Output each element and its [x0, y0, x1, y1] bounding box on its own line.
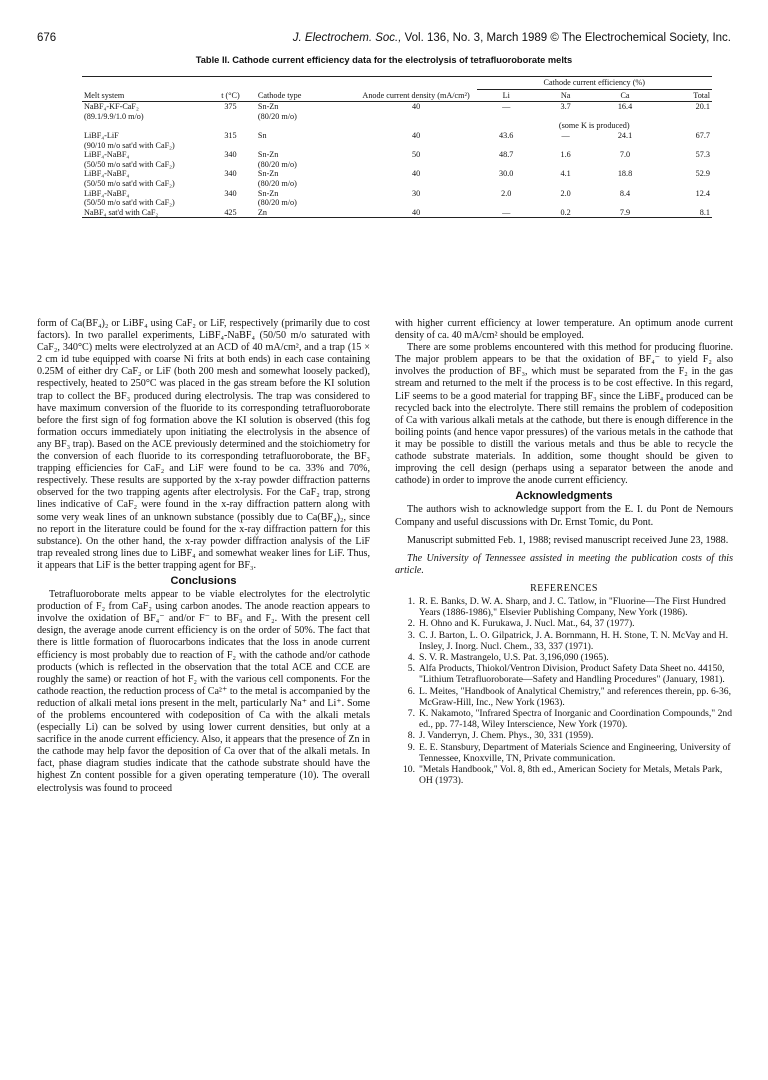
- acknowledgments-heading: Acknowledgments: [515, 490, 613, 503]
- cell-melt-line: NaBF₄ sat'd with CaF₂: [84, 207, 159, 217]
- body-paragraph: There are some problems encountered with this method for producing fluorine. The major problem appears to be that the oxidation of BF₄⁻ to yield F₂ also involves the production of BF₃, which must be separated from the F₂ in the gas stream and returned to the melt if the process is to be cost effective. In this regard, LiF seems to be a good material for trapping BF₃ since the LiBF₄ produced can be recycled back into the electrolyte. There still remains the problem of codeposition of Ca with various alkali metals at the cathode, but there is enough difference in the boiling points (and hence vapor pressures) of the various metals in the cathode that it may be possible to distill the various metals and thus be able to recycle the cathode substrate materials. In addition, some thought should be given to improving the cell design (perhaps using a separator between the anode and cathode) in order to improve the anode current efficiency.: [395, 342, 733, 487]
- reference-item: [395, 652, 733, 663]
- cell-na: [536, 208, 595, 218]
- reference-list: [395, 596, 733, 786]
- reference-number: 1.: [407, 595, 415, 607]
- reference-number: 8.: [407, 730, 415, 742]
- cell-temp-line: 375: [224, 102, 237, 112]
- cell-acd: [356, 208, 477, 218]
- funding-note: The University of Tennessee assisted in meeting the publication costs of this article.: [395, 552, 733, 576]
- cell-melt: [82, 189, 205, 208]
- reference-item: [395, 663, 733, 685]
- header-ca: Ca: [620, 90, 630, 100]
- table-caption: Table II. Cathode current efficiency data for the electrolysis of tetrafluoroborate melts: [195, 55, 573, 65]
- reference-number: 6.: [407, 685, 415, 697]
- acknowledgment-text: The authors wish to acknowledge support from the E. I. du Pont de Nemours Company and useful discussions with Dr. Ernst Tomic, du Pont.: [395, 504, 733, 528]
- cell-na: [536, 189, 595, 208]
- cell-cathode-line: Sn-Zn: [257, 150, 279, 160]
- table-column-header: [82, 89, 712, 102]
- cell-total: [655, 150, 712, 169]
- cell-temp-line: 425: [224, 207, 237, 217]
- cell-li: [477, 189, 536, 208]
- cell-total: [655, 102, 712, 122]
- cell-temp-line: 315: [224, 130, 237, 140]
- cell-temp: [205, 150, 256, 169]
- cell-ca: [595, 102, 654, 122]
- reference-number: 9.: [407, 741, 415, 753]
- cell-ca-line: 7.9: [619, 207, 631, 217]
- cell-melt-line: (90/10 m/o sat'd with CaF₂): [84, 140, 175, 150]
- cell-total-line: 57.3: [695, 150, 710, 160]
- cell-cathode-line: Sn-Zn: [257, 169, 279, 179]
- cell-cathode-line: Sn: [257, 130, 267, 140]
- cell-li-line: 43.6: [499, 130, 514, 140]
- reference-item: [395, 742, 733, 764]
- cell-cathode-line: (80/20 m/o): [257, 159, 297, 169]
- cell-li: [477, 150, 536, 169]
- cell-acd-line: 50: [411, 150, 421, 160]
- reference-text: J. Vanderryn, J. Chem. Phys., 30, 331 (1959).: [419, 730, 594, 742]
- cell-total-line: 20.1: [695, 102, 710, 112]
- cell-melt: [82, 208, 205, 218]
- cell-na: [536, 102, 595, 122]
- cell-ca: [595, 150, 654, 169]
- reference-number: 3.: [407, 629, 415, 641]
- header-total: Total: [693, 90, 710, 100]
- reference-text: L. Meites, "Handbook of Analytical Chemistry," and references therein, pp. 6-36, McGraw-Hill, Inc., New York (1963).: [419, 685, 731, 708]
- cell-ca-line: 16.4: [617, 102, 633, 112]
- cell-temp: [205, 131, 256, 150]
- reference-item: [395, 708, 733, 730]
- cell-temp-line: 340: [224, 150, 237, 160]
- reference-text: E. E. Stansbury, Department of Materials Science and Engineering, University of Tennessee, Knoxville, TN, Private communication.: [419, 741, 731, 764]
- cell-temp-line: 340: [224, 188, 237, 198]
- header-li: Li: [502, 90, 510, 100]
- cell-melt-line: (50/50 m/o sat'd with CaF₂): [84, 198, 175, 208]
- reference-text: K. Nakamoto, "Infrared Spectra of Inorganic and Coordination Compounds," 2nd ed., pp. 77-148, Wiley Interscience, New York (1970).: [419, 708, 732, 731]
- cell-ca: [595, 131, 654, 150]
- cell-acd-line: 40: [411, 130, 421, 140]
- cell-na-line: 1.6: [560, 150, 571, 160]
- table-row: [82, 169, 712, 188]
- page-number: 676: [37, 32, 57, 44]
- cell-temp: [205, 189, 256, 208]
- journal-citation: Vol. 136, No. 3, March 1989 © The Electrochemical Society, Inc.: [404, 32, 731, 44]
- cell-cathode-line: Sn-Zn: [257, 102, 279, 112]
- table-row-note: (some K is produced): [558, 121, 630, 131]
- cell-melt-line: (89.1/9.9/1.0 m/o): [84, 111, 144, 121]
- cell-na: [536, 131, 595, 150]
- reference-number: 5.: [407, 663, 415, 675]
- cell-ca-line: 7.0: [619, 150, 631, 160]
- cell-li-line: 2.0: [501, 188, 512, 198]
- cell-acd-line: 40: [411, 207, 421, 217]
- table-row: [82, 189, 712, 208]
- cell-acd: [356, 150, 477, 169]
- cell-acd: [356, 102, 477, 122]
- cell-li: [477, 131, 536, 150]
- cell-total: [655, 189, 712, 208]
- cell-total: [655, 131, 712, 150]
- cell-cathode: [256, 208, 356, 218]
- cell-acd-line: 40: [411, 169, 421, 179]
- reference-item: [395, 730, 733, 741]
- cell-li-line: —: [502, 207, 511, 217]
- reference-text: R. E. Banks, D. W. A. Sharp, and J. C. Tatlow, in "Fluorine—The First Hundred Years (1886-1986)," Elsevier Publishing Company, New York (1986).: [419, 595, 726, 619]
- right-column: [395, 318, 733, 786]
- reference-item: [395, 618, 733, 629]
- cell-temp: [205, 169, 256, 188]
- cell-ca-line: 24.1: [617, 130, 633, 140]
- cell-cathode-line: (80/20 m/o): [257, 111, 297, 121]
- body-paragraph: with higher current efficiency at lower temperature. An optimum anode current density of ca. 40 mA/cm² should be employed.: [395, 318, 733, 342]
- cell-li-line: 48.7: [499, 150, 514, 160]
- cell-melt-line: NaBF₄-KF-CaF₂: [84, 102, 139, 112]
- cell-acd: [356, 169, 477, 188]
- cell-temp: [205, 208, 256, 218]
- cell-melt-line: LiBF₄-LiF: [84, 130, 119, 140]
- reference-text: S. V. R. Mastrangelo, U.S. Pat. 3,196,090 (1965).: [419, 651, 609, 663]
- cell-melt: [82, 150, 205, 169]
- efficiency-group-header: Cathode current efficiency (%): [477, 77, 712, 90]
- reference-item: [395, 764, 733, 786]
- table-row: [82, 131, 712, 150]
- cell-acd: [356, 189, 477, 208]
- cell-li: [477, 102, 536, 122]
- header-melt: Melt system: [84, 90, 125, 100]
- body-paragraph: form of Ca(BF₄)₂ or LiBF₄ using CaF₂ or LiF, respectively (primarily due to cost factors). In two parallel experiments, LiBF₄-NaBF₄ (50/50 m/o saturated with CaF₂, 340°C) melts were electrolyzed at an ACD of 40 mA/cm², and a trap (15 × 2 cm id tube equipped with coarse Ni frits at both ends) in each case containing 0.25M of either dry CaF₂ or LiF (both 200 mesh and somewhat loosely packed), respectively, heated to 250°C was placed in the gas stream before the KI solution trap to collect the BF₃ produced during electrolysis. The trap was considered to have maximum conversion of the fluoride to its corresponding tetrafluoroborate before the first sign of fog formation above the KI solution is observed (this fog formation occurs immediately upon initiating the electrolysis in the absence of any BF₃ trap). Based on the ACE previously determined and the stoichiometry for the conversion of each fluoride to its corresponding tetrafluoroborate, the BF₃ trapping efficiencies for CaF₂ and LiF were found to be ca. 33% and 70%, respectively. These results are supported by the x-ray powder diffraction patterns observed for the two trapping agents after electrolysis. For the CaF₂ trap, strong lines indicative of CaF₂ were found in the x-ray diffraction pattern along with some very weak lines of an unknown substance (possibly due to Ca(BF₄)₂, since no report in the literature could be found for the x-ray diffraction pattern for this substance). On the other hand, the x-ray powder diffraction analysis of the LiF trap revealed strong lines due to LiBF₄ and somewhat weaker lines for LiF. Thus, it appears that LiF is the better trapping agent for BF₃.: [37, 318, 370, 571]
- cell-acd-line: 40: [411, 102, 421, 112]
- cell-ca-line: 8.4: [619, 188, 631, 198]
- cell-na-line: 3.7: [560, 102, 571, 112]
- left-column: [37, 318, 370, 795]
- table-row: [82, 102, 712, 122]
- cell-cathode: [256, 189, 356, 208]
- page-header: [37, 30, 731, 46]
- cell-na: [536, 150, 595, 169]
- cell-melt: [82, 131, 205, 150]
- cell-melt: [82, 102, 205, 122]
- manuscript-dates: Manuscript submitted Feb. 1, 1988; revised manuscript received June 23, 1988.: [407, 534, 729, 546]
- cell-na-line: 2.0: [560, 188, 571, 198]
- header-cathode: Cathode type: [257, 90, 302, 100]
- header-na: Na: [560, 90, 571, 100]
- cell-cathode: [256, 169, 356, 188]
- cell-acd-line: 30: [411, 188, 421, 198]
- cell-cathode-line: (80/20 m/o): [257, 178, 297, 188]
- cell-cathode-line: Sn-Zn: [257, 188, 279, 198]
- cell-acd: [356, 131, 477, 150]
- reference-text: Alfa Products, Thiokol/Ventron Division, Product Safety Data Sheet no. 44150, "Lithium Tetrafluoroborate—Safety and Handling Procedures" (January, 1981).: [419, 663, 725, 686]
- journal-name: J. Electrochem. Soc.,: [292, 32, 402, 44]
- cell-melt-line: LiBF₄-NaBF₄: [84, 150, 130, 160]
- cell-total: [655, 169, 712, 188]
- data-table: [82, 76, 712, 218]
- cell-melt-line: LiBF₄-NaBF₄: [84, 188, 130, 198]
- cell-na-line: 0.2: [560, 207, 571, 217]
- table-group-header: [82, 77, 712, 90]
- efficiency-table: [82, 76, 712, 218]
- references-heading: REFERENCES: [530, 582, 598, 594]
- table-row: [82, 150, 712, 169]
- cell-li: [477, 208, 536, 218]
- header-temp: t (°C): [221, 90, 240, 100]
- running-head: [293, 30, 731, 46]
- cell-ca: [595, 189, 654, 208]
- cell-li-line: —: [502, 102, 511, 112]
- cell-total-line: 52.9: [695, 169, 710, 179]
- cell-cathode: [256, 131, 356, 150]
- cell-melt-line: (50/50 m/o sat'd with CaF₂): [84, 159, 175, 169]
- table-note-row: [82, 121, 712, 131]
- reference-number: 2.: [407, 618, 415, 630]
- cell-li: [477, 169, 536, 188]
- cell-temp: [205, 102, 256, 122]
- cell-na: [536, 169, 595, 188]
- table-row: [82, 208, 712, 218]
- reference-number: 7.: [407, 708, 415, 719]
- cell-cathode-line: (80/20 m/o): [257, 198, 297, 208]
- cell-total: [655, 208, 712, 218]
- cell-cathode: [256, 150, 356, 169]
- header-acd: Anode current density (mA/cm²): [362, 90, 470, 100]
- cell-ca: [595, 169, 654, 188]
- reference-number: 4.: [407, 651, 415, 663]
- cell-ca-line: 18.8: [617, 169, 633, 179]
- cell-melt-line: LiBF₄-NaBF₄: [84, 169, 130, 179]
- cell-total-line: 12.4: [695, 188, 710, 198]
- reference-item: [395, 630, 733, 652]
- cell-cathode-line: Zn: [257, 207, 268, 217]
- cell-melt-line: (50/50 m/o sat'd with CaF₂): [84, 178, 175, 188]
- cell-temp-line: 340: [224, 169, 237, 179]
- cell-ca: [595, 208, 654, 218]
- cell-na-line: 4.1: [560, 169, 571, 179]
- body-paragraph: Tetrafluoroborate melts appear to be viable electrolytes for the electrolytic production of F₂ from CaF₂ using carbon anodes. The anode reaction appears to involve the oxidation of BF₄⁻ and/or F⁻ to BF₃ and F₂. With the present cell design, the average anode current efficiency is on the order of 50%. The fact that there is little formation of fluorocarbons indicates that the loss in anode current efficiency is most probably due to reaction of F₂ with the cathode and/or cathode products (which is reflected in the observation that the total ACE and CCE are roughly the same) or reaction of hot F₂ with the various cell components. For the cathode reaction, the reduction process of Ca²⁺ to the metal is accompanied by the reduction of alkali metal ions present in the melt, particularly Na⁺ and Li⁺. Some of the problems encountered with codeposition of Ca with the alkali metals (especially Li) can be solved by using lower current densities, but only at a sacrifice in the anode current efficiency. Also, it appears that the presence of Zn in the cathode may help favor the deposition of Ca over that of the alkali metals. In fact, phase diagram studies indicate that the cathode substrate should have the highest Zn content possible for a given operating temperature (10). The overall electrolysis was found to proceed: [37, 589, 370, 794]
- cell-na-line: —: [561, 130, 570, 140]
- cell-melt: [82, 169, 205, 188]
- cell-li-line: 30.0: [499, 169, 514, 179]
- reference-number: 10.: [403, 764, 415, 776]
- reference-text: C. J. Barton, L. O. Gilpatrick, J. A. Bornmann, H. H. Stone, T. N. McVay and H. Insley, J. Inorg. Nucl. Chem., 33, 337 (1971).: [419, 629, 729, 652]
- reference-text: H. Ohno and K. Furukawa, J. Nucl. Mat., 64, 37 (1977).: [419, 618, 635, 630]
- reference-item: [395, 686, 733, 708]
- reference-item: [395, 596, 733, 618]
- cell-total-line: 67.7: [695, 130, 710, 140]
- cell-total-line: 8.1: [699, 207, 710, 217]
- conclusions-heading: Conclusions: [170, 574, 237, 587]
- cell-cathode: [256, 102, 356, 122]
- reference-text: "Metals Handbook," Vol. 8, 8th ed., American Society for Metals, Metals Park, OH (1973).: [419, 764, 723, 787]
